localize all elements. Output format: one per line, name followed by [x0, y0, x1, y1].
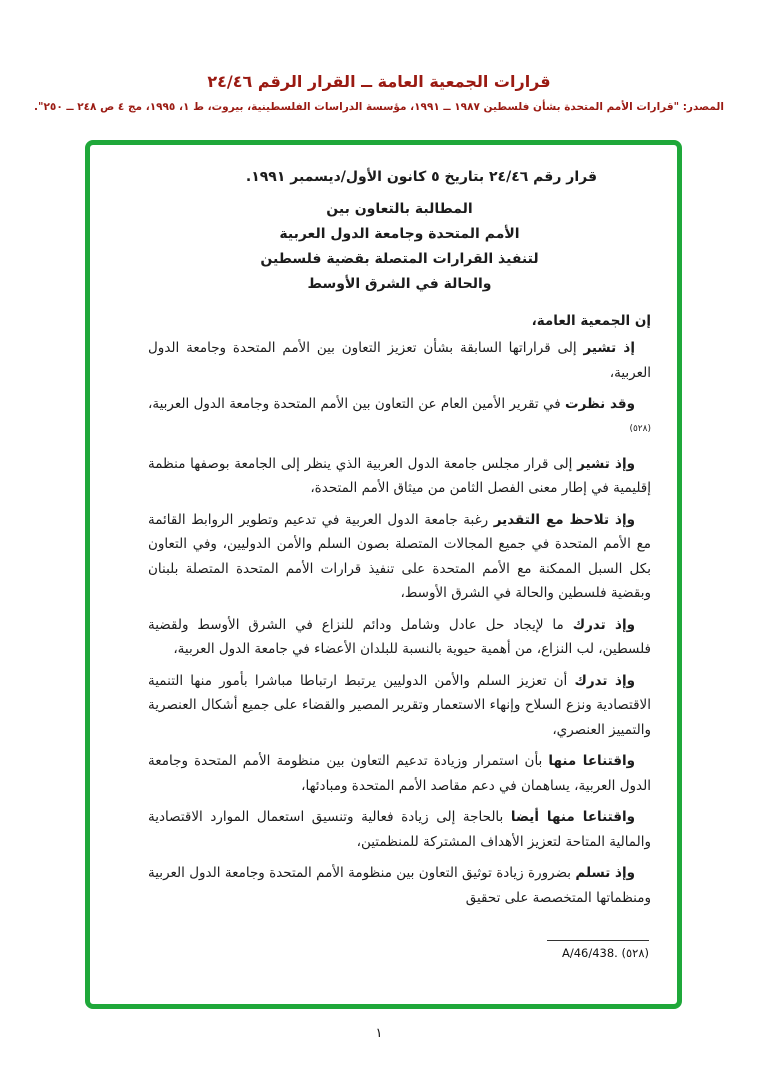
preamble-paragraph — [148, 392, 651, 445]
paragraph-lead: وإذ تدرك — [572, 616, 635, 633]
paragraph-lead: واقتناعا منها أيضا — [510, 809, 636, 825]
page-title: قرارات الجمعية العامة ــ القرار الرقم ٢٤/٤٦ — [207, 72, 551, 91]
paragraph-lead: وإذ تشير — [577, 455, 635, 472]
paragraph-text: بضرورة زيادة توثيق التعاون بين منظومة الأمم المتحدة وجامعة الدول العربية ومنظماتها المتخصصة على تحقيق — [148, 865, 651, 906]
resolution-heading — [148, 197, 651, 297]
paragraph-lead: واقتناعا منها — [548, 753, 636, 769]
paragraph-lead: وإذ تسلم — [575, 865, 635, 881]
document-frame — [85, 140, 682, 1009]
preamble-paragraph — [148, 336, 651, 385]
footnote-rule — [547, 940, 649, 941]
paragraph-text: بأن استمرار وزيادة تدعيم التعاون بين منظومة الأمم المتحدة وجامعة الدول العربية، يساهمان في دعم مقاصد الأمم المتحدة ومبادئها، — [148, 753, 651, 794]
footnote-reference: A/46/438. — [561, 946, 618, 960]
document-page — [90, 145, 677, 910]
paragraph-text: إلى قراراتها السابقة بشأن تعزيز التعاون بين الأمم المتحدة وجامعة الدول العربية، — [148, 340, 651, 381]
heading-line: لتنفيذ القرارات المتصلة بقضية فلسطين — [260, 251, 539, 267]
preamble-paragraph — [148, 805, 651, 854]
footnote-marker: (٥٢٨) — [629, 423, 651, 434]
page-number: ١ — [375, 1026, 383, 1041]
heading-line: والحالة في الشرق الأوسط — [307, 276, 492, 292]
resolution-number-line: قرار رقم ٢٤/٤٦ بتاريخ ٥ كانون الأول/ديسمبر ١٩٩١. — [245, 169, 597, 185]
preamble-paragraph — [148, 613, 651, 662]
paragraph-text: بالحاجة إلى زيادة فعالية وتنسيق استعمال الموارد الاقتصادية والمالية المتاحة لتعزيز الأهداف المشتركة للمنظمتين، — [148, 809, 651, 850]
paragraph-text: في تقرير الأمين العام عن التعاون بين الأمم المتحدة وجامعة الدول العربية، — [148, 396, 561, 412]
paragraph-text: إلى قرار مجلس جامعة الدول العربية الذي ينظر إلى الجامعة بوصفها منظمة إقليمية في إطار معنى الفصل الثامن من ميثاق الأمم المتحدة، — [148, 455, 651, 496]
preamble-paragraph — [148, 452, 651, 501]
footnote-text — [149, 946, 649, 960]
preamble-paragraph — [148, 749, 651, 798]
footnote-block — [149, 940, 649, 960]
preamble-paragraph — [148, 508, 651, 606]
paragraph-lead: وقد نظرت — [565, 396, 635, 412]
paragraph-lead: وإذ تدرك — [574, 672, 635, 689]
paragraph-text: ما لإيجاد حل عادل وشامل ودائم للنزاع في الشرق الأوسط ولقضية فلسطين، لب النزاع، من أهمية حيوية بالنسبة للبلدان الأعضاء في جامعة الدول العربية، — [148, 616, 651, 657]
preamble-paragraph — [148, 669, 651, 743]
heading-line: الأمم المتحدة وجامعة الدول العربية — [279, 226, 520, 242]
paragraph-lead: إذ تشير — [583, 340, 635, 356]
heading-line: المطالبة بالتعاون بين — [326, 201, 473, 217]
opening-phrase: إن الجمعية العامة، — [531, 313, 651, 329]
paragraph-text: أن تعزيز السلم والأمن الدوليين يرتبط ارتباطا مباشرا بأمور منها التنمية الاقتصادية ونزع السلاح وإنهاء الاستعمار وتقرير المصير والقضاء على جميع أشكال العنصرية والتمييز العنصري، — [148, 672, 651, 738]
paragraph-text: رغبة جامعة الدول العربية في تدعيم وتطوير الروابط القائمة مع الأمم المتحدة في جميع المجالات المتصلة بصون السلم والأمن الدوليين، وفي التعاون بكل السبل الممكنة مع الأمم المتحدة على تنفيذ قرارات الأمم المتحدة المتصلة بلبنان وبقضية فلسطين والحالة في الشرق الأوسط، — [148, 511, 651, 601]
footnote-number: (٥٢٨) — [621, 946, 649, 960]
preamble-paragraph — [148, 861, 651, 910]
paragraph-lead: وإذ تلاحظ مع التقدير — [493, 511, 635, 528]
source-citation: المصدر: "قرارات الأمم المتحدة بشأن فلسطين ١٩٨٧ ــ ١٩٩١، مؤسسة الدراسات الفلسطينية، بيروت، ط ١، ١٩٩٥، مج ٤ ص ٢٤٨ ــ ٢٥٠". — [34, 101, 724, 113]
